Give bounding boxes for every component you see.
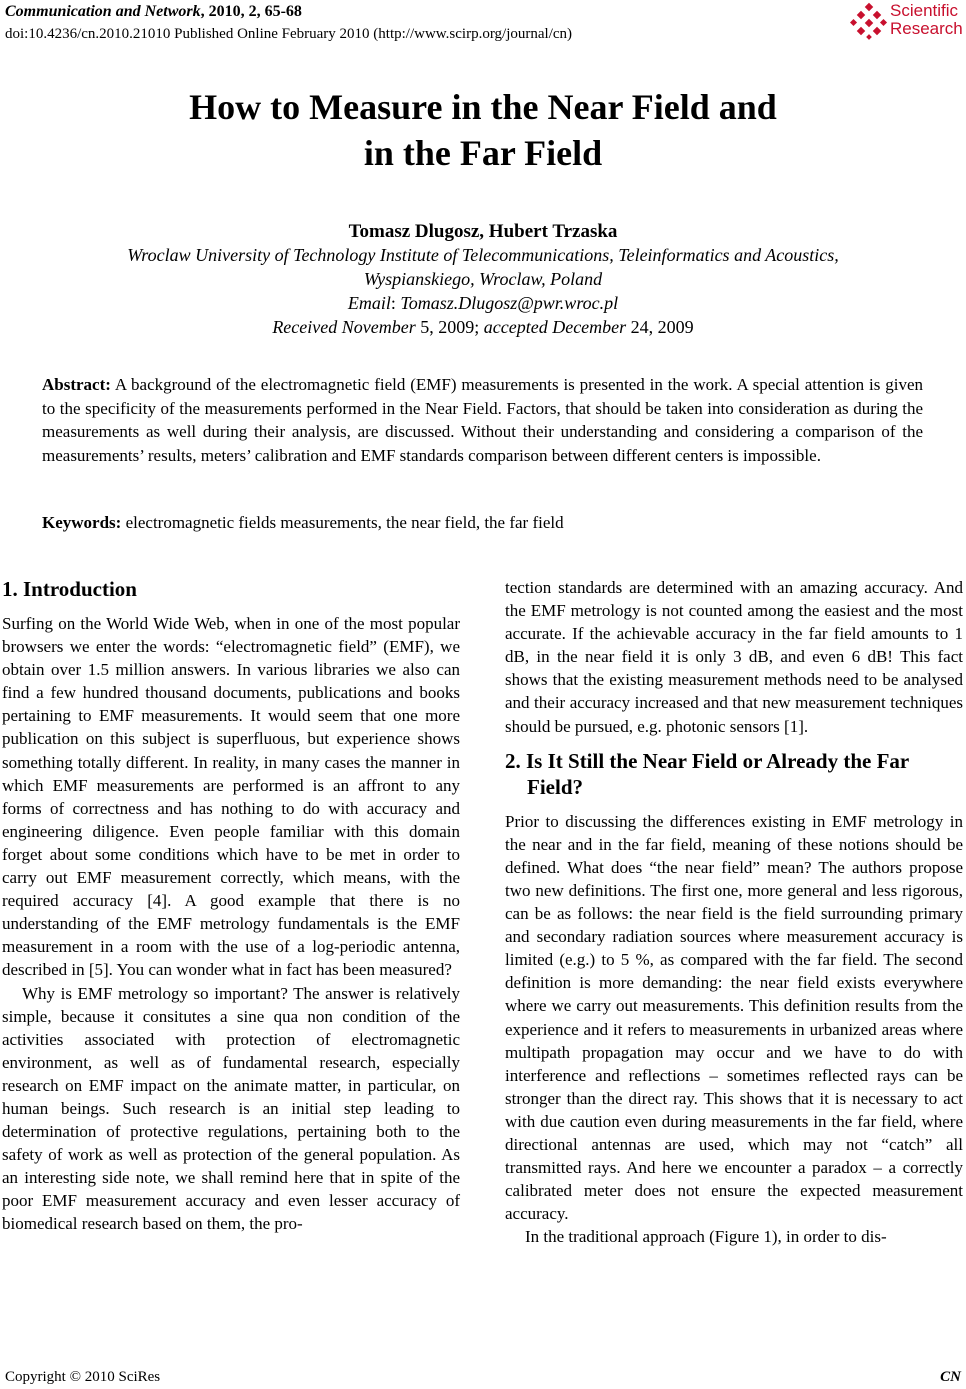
- dates-line: [0, 317, 966, 338]
- authors: Tomasz Dlugosz, Hubert Trzaska: [348, 221, 618, 242]
- logo-line-2: Research: [890, 19, 963, 38]
- title-line-2: in the Far Field: [363, 133, 603, 173]
- left-column: [2, 576, 460, 1236]
- journal-name: Communication and Network: [5, 3, 201, 20]
- publisher-logo: [850, 2, 966, 42]
- email-address[interactable]: Tomasz.Dlugosz@pwr.wroc.pl: [400, 293, 619, 313]
- section-2-paragraph-2: In the traditional approach (Figure 1), in order to dis-: [525, 1227, 887, 1247]
- logo-mark-icon: [850, 2, 888, 42]
- affiliation-line-2: Wyspianskiego, Wroclaw, Poland: [363, 269, 603, 289]
- section-1-paragraph-1: Surfing on the World Wide Web, when in one of the most popular browsers we enter the words: “electromagnetic field” (EMF), we obtain over 1.5 million answers. In various libraries we also can find a few hundred thousand documents, publications and books pertaining to EMF measurements. It would seem that one more publication on this subject is superfluous, but experience shows something totally different. In reality, in many cases the manner in which EMF measurements are performed is an affront to any forms of correctness and has nothing to do with accuracy and engineering diligence. Even people familiar with this domain forget about some conditions which have to be met in order to carry out EMF measurement correctly, which means, with the required accuracy [4]. A good example that there is no understanding of the EMF metrology fundamentals is the EMF measurement in a room with the use of a log-periodic antenna, described in [5]. You can wonder what in fact has been measured?: [2, 614, 460, 980]
- keywords-label: Keywords:: [42, 513, 122, 532]
- journal-header: [5, 2, 302, 22]
- accepted-date: 24, 2009: [626, 317, 694, 337]
- logo-line-1: Scientific: [890, 1, 959, 20]
- title-line-1: How to Measure in the Near Field and: [189, 87, 777, 127]
- email-line: Email: Tomasz.Dlugosz@pwr.wroc.pl: [347, 293, 619, 313]
- accepted-label: accepted December: [483, 317, 627, 337]
- footer-copyright: Copyright © 2010 SciRes: [5, 1369, 161, 1385]
- email-label: Email: [347, 293, 391, 313]
- continued-paragraph: tection standards are determined with an amazing accuracy. And the EMF metrology is not counted among the easiest and the most accurate. If the achievable accuracy in the far field amounts to 1 dB, in the near field it is only 3 dB, and even 6 dB! This fact shows that the existing measurement methods need to be analysed and their accuracy increased and that new measurement techniques should be pursued, e.g. photonic sensors [1].: [505, 578, 963, 736]
- right-column: [505, 576, 963, 1248]
- abstract-label: Abstract:: [42, 375, 111, 394]
- abstract-text: A background of the electromagnetic field (EMF) measurements is presented in the work. A special attention is given to the specificity of the measurements performed in the Near Field. Factors, that should be taken into consideration as during the measurements as well during their analysis, are discussed. Without their understanding and considering a comparison of the measurements’ results, meters’ calibration and EMF standards comparison between different centers is impossible.: [42, 375, 923, 465]
- keywords: [42, 513, 923, 533]
- section-1-heading: 1. Introduction: [2, 577, 137, 601]
- logo-text: [890, 2, 963, 38]
- journal-volume: , 2010, 2, 65-68: [200, 3, 302, 20]
- abstract: [42, 373, 923, 467]
- section-1-paragraph-2: Why is EMF metrology so important? The answer is relatively simple, because it consitutes a sine qua non condition of the activities associated with protection of electromagnetic environment, as well as of fundamental research, especially research on EMF impact on the animate matter, in particular, on human beings. Such research is an initial step leading to determination of protective regulations, pertaining both to the safety of work as well as protection of the general population. As an interesting side note, we shall remind here that in spite of the poor EMF measurement accuracy and even lesser accuracy of biomedical research based on them, the pro-: [2, 983, 460, 1234]
- affiliation-line-1: Wroclaw University of Technology Institute of Telecommunications, Teleinformatics and Acoustics,: [127, 245, 839, 265]
- paper-title: [0, 84, 966, 176]
- received-date: 5, 2009;: [415, 317, 484, 337]
- doi-line: doi:10.4236/cn.2010.21010 Published Online February 2010 (http://www.scirp.org/journal/cn): [5, 26, 573, 42]
- keywords-text: electromagnetic fields measurements, the near field, the far field: [121, 513, 564, 532]
- section-2-paragraph-1: Prior to discussing the differences existing in EMF metrology in the near and in the far field, meaning of these notions should be defined. What does “the near field” mean? The authors propose two new definitions. The first one, more general and less rigorous, can be as follows: the near field is the field surrounding primary and secondary radiation sources where measurement accuracy is limited (e.g.) to 5 %, as compared with the far field. The second definition is more demanding: the near field exists everywhere where we carry out measurements. This definition results from the experience and it refers to measurements in urbanized areas where multipath propagation may occur and we have to do with interference and reflections – sometimes reflected rays can be stronger than the direct ray. This shows that it is necessary to act with due caution even during measurements in the far field, where directional antennas are used, which may not “catch” all transmitted rays. And here we encounter a paradox – a correctly calibrated meter does not ensure the expected measurement accuracy.: [505, 811, 963, 1224]
- section-2-heading: 2. Is It Still the Near Field or Already the Far Field?: [505, 748, 909, 799]
- received-label: Received November: [272, 317, 416, 337]
- footer-journal-abbrev: CN: [940, 1369, 961, 1385]
